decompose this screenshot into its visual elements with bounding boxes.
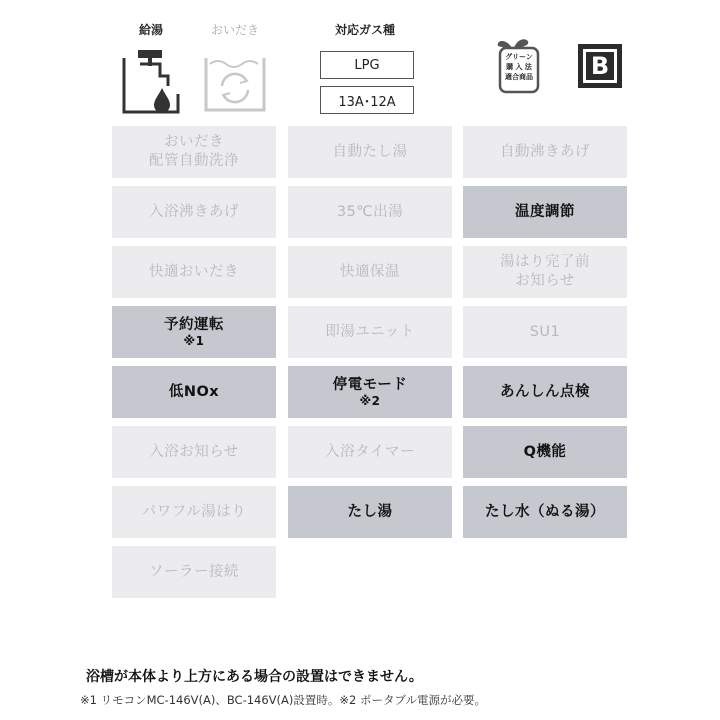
feature-tile (112, 366, 276, 418)
b-mark-icon (578, 44, 622, 88)
green-badge-line1: グリーン (505, 53, 533, 61)
feature-tile (288, 426, 452, 478)
green-purchase-badge-icon (486, 34, 552, 96)
feature-label: ソーラー接続 (149, 563, 239, 580)
feature-label: 停電モード (332, 377, 408, 393)
feature-footnote-mark: ※1 (183, 334, 205, 348)
feature-tile (463, 486, 627, 538)
feature-label: 自動沸きあげ (500, 143, 590, 160)
feature-tile (463, 186, 627, 238)
feature-tile (288, 126, 452, 178)
feature-label: 配管自動洗浄 (149, 153, 239, 169)
feature-label: パワフル湯はり (141, 503, 247, 520)
feature-tile (288, 306, 452, 358)
feature-label: 35℃出湯 (336, 203, 404, 220)
feature-label: SU1 (529, 323, 561, 340)
feature-label: Q機能 (523, 443, 567, 460)
feature-tile (112, 186, 276, 238)
gas-type-lpg: LPG (320, 51, 414, 79)
feature-label: 温度調節 (515, 203, 575, 220)
feature-label: 入浴お知らせ (149, 443, 239, 460)
feature-label: 低NOx (168, 383, 220, 400)
gas-type-title: 対応ガス種 (334, 23, 395, 37)
feature-tile (112, 126, 276, 178)
feature-tile (112, 486, 276, 538)
feature-tile (112, 426, 276, 478)
feature-label: 自動たし湯 (332, 143, 408, 160)
b-mark-letter: B (586, 52, 614, 80)
feature-tile (288, 186, 452, 238)
oidaki-label: おいだき (210, 23, 259, 37)
feature-tile (463, 366, 627, 418)
installation-note: 浴槽が本体より上方にある場合の設置はできません。 (86, 669, 423, 685)
feature-label: 入浴タイマー (325, 443, 415, 460)
faucet-water-icon (118, 42, 184, 118)
feature-tile (112, 546, 276, 598)
green-badge-line3: 適合商品 (505, 73, 533, 81)
feature-label: 予約運転 (164, 317, 224, 333)
feature-label: たし湯 (347, 503, 393, 520)
feature-label: あんしん点検 (500, 383, 590, 400)
feature-tile (288, 486, 452, 538)
feature-tile (463, 306, 627, 358)
feature-label: 湯はり完了前 (500, 254, 590, 270)
feature-label: 快適保温 (340, 263, 400, 280)
feature-label: たし水（ぬる湯） (485, 503, 605, 520)
feature-tile (463, 126, 627, 178)
feature-label: 快適おいだき (149, 263, 239, 280)
feature-label: お知らせ (515, 273, 575, 289)
feature-tile (463, 246, 627, 298)
feature-label: 即湯ユニット (325, 323, 415, 340)
feature-tile (463, 426, 627, 478)
feature-tile (288, 366, 452, 418)
green-badge-line2: 購 入 法 (506, 63, 532, 71)
feature-label: おいだき (164, 134, 224, 150)
feature-label: 入浴沸きあげ (149, 203, 239, 220)
kyuto-label: 給湯 (138, 23, 163, 37)
reheat-bath-icon (202, 50, 268, 116)
feature-footnote-mark: ※2 (359, 394, 381, 408)
feature-tile (288, 246, 452, 298)
footnote: ※1 リモコンMC-146V(A)、BC-146V(A)設置時。※2 ポータブル電源が必要。 (80, 693, 487, 707)
gas-type-city: 13A･12A (320, 86, 414, 114)
feature-tile (112, 306, 276, 358)
feature-tile (112, 246, 276, 298)
